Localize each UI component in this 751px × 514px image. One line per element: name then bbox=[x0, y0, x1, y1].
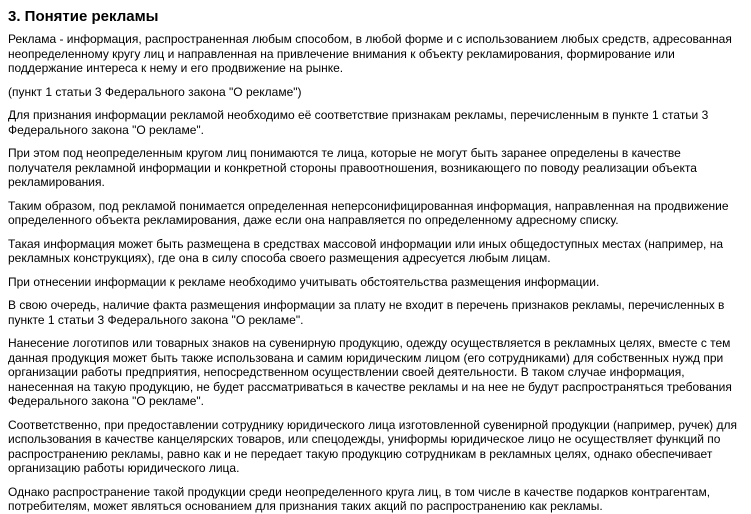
paragraph-recognition-criteria: Для признания информации рекламой необходимо её соответствие признакам рекламы, перечисленным в пункте 1 статьи 3 Федерального закона "О рекламе". bbox=[8, 108, 709, 137]
paragraph-non-personified-info: Таким образом, под рекламой понимается определенная неперсонифицированная информация, направленная на продвижение определенного объекта рекламирования, даже если она направляется по определенному адресному списку. bbox=[8, 198, 729, 227]
section-heading: 3. Понятие рекламы bbox=[8, 8, 159, 25]
paragraph-logos-souvenirs: Нанесение логотипов или товарных знаков на сувенирную продукцию, одежду осуществляется в рекламных целях, вместе с тем данная продукция может быть также использована и самим юридическим лицом (его сотрудниками) для собственных нужд при организации работы предприятия, непосредственном осуществлении своей деятельности. В таком случае информация, нанесенная на такую продукцию, не будет рассматриваться в качестве рекламы и на нее не будут распространяться требования Федерального закона "О рекламе". bbox=[8, 336, 732, 408]
paragraph-distribution-gifts: Однако распространение такой продукции среди неопределенного круга лиц, в том числе в качестве подарков контрагентам, потребителям, может являться основанием для признания таких акций по распространению как рекламы. bbox=[8, 484, 711, 513]
paragraph-definition: Реклама - информация, распространенная любым способом, в любой форме и с использованием любых средств, адресованная неопределенному кругу лиц и направленная на привлечение внимания к объекту рекламирования, формирование или поддержание интереса к нему и его продвижение на рынке. bbox=[8, 32, 732, 75]
paragraph-placement-circumstances: При отнесении информации к рекламе необходимо учитывать обстоятельства размещения информации. bbox=[8, 274, 600, 289]
paragraph-undefined-circle: При этом под неопределенным кругом лиц понимаются те лица, которые не могут быть заранее определены в качестве получателя рекламной информации и конкретной стороны правоотношения, возникающего по поводу реализации объекта рекламирования. bbox=[8, 146, 697, 189]
paragraph-employee-products: Соответственно, при предоставлении сотруднику юридического лица изготовленной сувенирной продукции (например, ручек) для использования в качестве канцелярских товаров, или спецодежды, униформы юридическое лицо не осуществляет функций по распространению рекламы, равно как и не передает такую продукцию сотрудникам в рекламных целях, однако обеспечивает организацию работы юридического лица. bbox=[8, 417, 737, 475]
paragraph-placement-media: Такая информация может быть размещена в средствах массовой информации или иных общедоступных местах (например, на рекламных конструкциях), где она в силу способа своего размещения адресуется любым лицам. bbox=[8, 236, 724, 265]
paragraph-paid-placement: В свою очередь, наличие факта размещения информации за плату не входит в перечень признаков рекламы, перечисленных в пункте 1 статьи 3 Федерального закона "О рекламе". bbox=[8, 298, 725, 327]
paragraph-law-reference: (пункт 1 статьи 3 Федерального закона "О рекламе") bbox=[8, 84, 302, 99]
